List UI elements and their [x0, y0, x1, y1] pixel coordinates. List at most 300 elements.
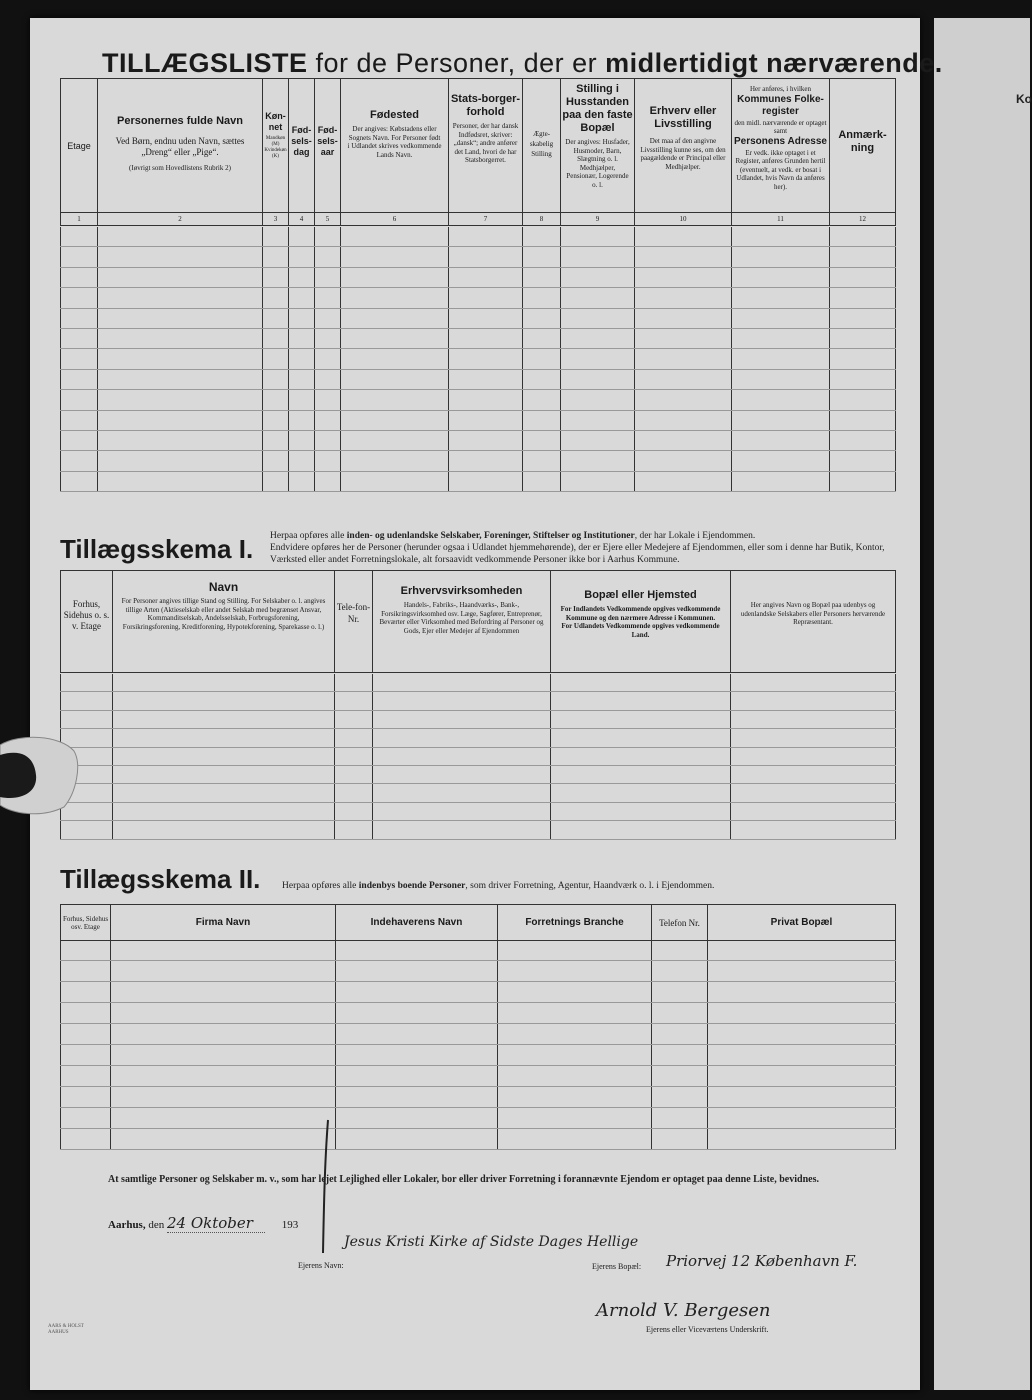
table-cell[interactable] — [336, 940, 498, 961]
table-cell[interactable] — [551, 692, 731, 710]
column-number: 2 — [98, 213, 263, 226]
table-cell[interactable] — [61, 710, 113, 728]
skema1-title: Tillægsskema I. — [60, 534, 254, 564]
table-cell[interactable] — [98, 308, 263, 328]
column-number: 7 — [449, 213, 523, 226]
table-cell[interactable] — [341, 247, 449, 267]
table-cell[interactable] — [498, 940, 652, 961]
table-cell[interactable] — [635, 410, 732, 430]
table-cell[interactable] — [561, 349, 635, 369]
table-cell[interactable] — [341, 451, 449, 471]
table-cell[interactable] — [449, 288, 523, 308]
attestation-statement: At samtlige Personer og Selskaber m. v., som har lejet Lejlighed eller Lokaler, bor eller driver Forretning i forannævnte Ejendom er optaget paa denne Liste, bevidnes. — [108, 1174, 819, 1185]
table-cell[interactable] — [341, 369, 449, 389]
skema2-col-firma: Firma Navn — [111, 905, 336, 941]
table-cell[interactable] — [708, 1087, 896, 1108]
table-cell[interactable] — [498, 1003, 652, 1024]
table-cell[interactable] — [61, 390, 98, 410]
table-cell[interactable] — [449, 328, 523, 348]
table-cell[interactable] — [61, 1024, 111, 1045]
table-cell[interactable] — [731, 674, 896, 692]
column-number: 8 — [523, 213, 561, 226]
table-cell[interactable] — [732, 471, 830, 491]
table-cell[interactable] — [341, 349, 449, 369]
table-cell[interactable] — [652, 1108, 708, 1129]
table-cell[interactable] — [335, 747, 373, 765]
table-cell[interactable] — [341, 390, 449, 410]
table-cell[interactable] — [551, 729, 731, 747]
table-cell[interactable] — [523, 247, 561, 267]
table-cell[interactable] — [373, 710, 551, 728]
table-cell[interactable] — [289, 227, 315, 247]
table-cell[interactable] — [335, 692, 373, 710]
table-cell[interactable] — [449, 410, 523, 430]
table-cell[interactable] — [449, 227, 523, 247]
table-cell[interactable] — [289, 430, 315, 450]
table-cell[interactable] — [551, 674, 731, 692]
table-cell[interactable] — [341, 288, 449, 308]
table-cell[interactable] — [635, 451, 732, 471]
table-cell[interactable] — [731, 692, 896, 710]
table-cell[interactable] — [732, 247, 830, 267]
table-cell[interactable] — [61, 410, 98, 430]
table-cell[interactable] — [113, 692, 335, 710]
table-cell[interactable] — [336, 1003, 498, 1024]
table-row — [61, 349, 896, 369]
table-cell[interactable] — [98, 227, 263, 247]
table-cell[interactable] — [635, 349, 732, 369]
table-cell[interactable] — [551, 765, 731, 783]
table-cell[interactable] — [652, 1087, 708, 1108]
table-cell[interactable] — [498, 961, 652, 982]
table-cell[interactable] — [830, 267, 896, 287]
table-cell[interactable] — [315, 390, 341, 410]
table-cell[interactable] — [561, 410, 635, 430]
skema2-body — [60, 940, 895, 1150]
table-cell[interactable] — [561, 451, 635, 471]
table-cell[interactable] — [98, 247, 263, 267]
table-cell[interactable] — [61, 692, 113, 710]
table-cell[interactable] — [561, 288, 635, 308]
table-cell[interactable] — [561, 390, 635, 410]
table-cell[interactable] — [263, 267, 289, 287]
table-cell[interactable] — [373, 802, 551, 820]
table-cell[interactable] — [341, 267, 449, 287]
table-cell[interactable] — [111, 1087, 336, 1108]
table-cell[interactable] — [635, 227, 732, 247]
table-cell[interactable] — [498, 1129, 652, 1150]
table-cell[interactable] — [61, 267, 98, 287]
table-cell[interactable] — [830, 308, 896, 328]
table-cell[interactable] — [61, 227, 98, 247]
table-cell[interactable] — [449, 308, 523, 328]
table-cell[interactable] — [315, 267, 341, 287]
table-cell[interactable] — [635, 247, 732, 267]
table-cell[interactable] — [315, 430, 341, 450]
table-cell[interactable] — [561, 430, 635, 450]
table-cell[interactable] — [635, 328, 732, 348]
table-cell[interactable] — [830, 451, 896, 471]
table-cell[interactable] — [731, 784, 896, 802]
skema2-col-indehaver: Indehaverens Navn — [336, 905, 498, 941]
table-row — [61, 471, 896, 491]
table-cell[interactable] — [61, 471, 98, 491]
table-cell[interactable] — [113, 765, 335, 783]
table-cell[interactable] — [373, 729, 551, 747]
table-cell[interactable] — [708, 1045, 896, 1066]
table-cell[interactable] — [315, 227, 341, 247]
table-cell[interactable] — [732, 410, 830, 430]
table-cell[interactable] — [652, 961, 708, 982]
table-cell[interactable] — [830, 410, 896, 430]
table-cell[interactable] — [289, 308, 315, 328]
table-cell[interactable] — [263, 451, 289, 471]
skema2-col-etage: Forhus, Sidehus osv. Etage — [61, 905, 111, 941]
table-cell[interactable] — [498, 982, 652, 1003]
table-cell[interactable] — [449, 471, 523, 491]
table-cell[interactable] — [263, 410, 289, 430]
table-cell[interactable] — [315, 369, 341, 389]
table-cell[interactable] — [113, 729, 335, 747]
table-row — [61, 982, 896, 1003]
table-cell[interactable] — [652, 1066, 708, 1087]
table-cell[interactable] — [652, 1129, 708, 1150]
table-cell[interactable] — [551, 821, 731, 839]
table-cell[interactable] — [449, 267, 523, 287]
table-cell[interactable] — [732, 430, 830, 450]
table-cell[interactable] — [561, 471, 635, 491]
table-cell[interactable] — [61, 1003, 111, 1024]
table-cell[interactable] — [111, 961, 336, 982]
table-cell[interactable] — [61, 328, 98, 348]
skema1-col-etage: Forhus, Sidehus o. s. v. Etage — [61, 571, 113, 673]
table-cell[interactable] — [523, 410, 561, 430]
main-table-body — [60, 227, 895, 492]
table-cell[interactable] — [263, 247, 289, 267]
table-cell[interactable] — [335, 784, 373, 802]
table-cell[interactable] — [551, 710, 731, 728]
table-cell[interactable] — [263, 328, 289, 348]
table-cell[interactable] — [61, 1108, 111, 1129]
table-cell[interactable] — [336, 1024, 498, 1045]
table-cell[interactable] — [289, 288, 315, 308]
table-cell[interactable] — [341, 430, 449, 450]
table-cell[interactable] — [652, 982, 708, 1003]
thumb-shape — [0, 735, 80, 815]
table-cell[interactable] — [111, 1108, 336, 1129]
table-cell[interactable] — [289, 328, 315, 348]
table-cell[interactable] — [61, 369, 98, 389]
table-cell[interactable] — [315, 471, 341, 491]
table-cell[interactable] — [315, 451, 341, 471]
table-cell[interactable] — [336, 961, 498, 982]
table-cell[interactable] — [373, 821, 551, 839]
table-cell[interactable] — [98, 430, 263, 450]
table-cell[interactable] — [315, 288, 341, 308]
table-cell[interactable] — [635, 390, 732, 410]
table-cell[interactable] — [61, 1087, 111, 1108]
table-cell[interactable] — [263, 390, 289, 410]
table-cell[interactable] — [561, 247, 635, 267]
table-cell[interactable] — [498, 1108, 652, 1129]
col-anmaerkning: Anmærk-ning — [830, 79, 896, 213]
table-cell[interactable] — [111, 1024, 336, 1045]
table-cell[interactable] — [830, 430, 896, 450]
table-cell[interactable] — [98, 369, 263, 389]
table-cell[interactable] — [61, 308, 98, 328]
table-cell[interactable] — [498, 1024, 652, 1045]
table-cell[interactable] — [61, 430, 98, 450]
table-cell[interactable] — [830, 227, 896, 247]
table-cell[interactable] — [731, 821, 896, 839]
table-cell[interactable] — [373, 674, 551, 692]
table-cell[interactable] — [315, 349, 341, 369]
main-table-rows — [60, 227, 896, 492]
table-cell[interactable] — [731, 710, 896, 728]
table-cell[interactable] — [732, 451, 830, 471]
table-cell[interactable] — [732, 267, 830, 287]
table-row — [61, 1024, 896, 1045]
table-cell[interactable] — [61, 982, 111, 1003]
skema2-rows — [60, 940, 896, 1150]
table-cell[interactable] — [732, 369, 830, 389]
table-cell[interactable] — [830, 471, 896, 491]
table-cell[interactable] — [61, 940, 111, 961]
table-cell[interactable] — [449, 247, 523, 267]
table-cell[interactable] — [98, 410, 263, 430]
table-cell[interactable] — [113, 802, 335, 820]
table-cell[interactable] — [708, 940, 896, 961]
table-cell[interactable] — [113, 821, 335, 839]
table-cell[interactable] — [732, 390, 830, 410]
table-row — [61, 410, 896, 430]
table-cell[interactable] — [523, 328, 561, 348]
table-cell[interactable] — [289, 451, 315, 471]
table-cell[interactable] — [449, 369, 523, 389]
table-cell[interactable] — [373, 747, 551, 765]
table-cell[interactable] — [111, 1129, 336, 1150]
table-cell[interactable] — [732, 328, 830, 348]
table-cell[interactable] — [113, 747, 335, 765]
table-cell[interactable] — [708, 1003, 896, 1024]
table-row — [61, 267, 896, 287]
table-cell[interactable] — [336, 1066, 498, 1087]
table-cell[interactable] — [61, 674, 113, 692]
table-cell[interactable] — [561, 328, 635, 348]
table-cell[interactable] — [61, 961, 111, 982]
table-cell[interactable] — [336, 1087, 498, 1108]
table-cell[interactable] — [289, 471, 315, 491]
table-cell[interactable] — [336, 1045, 498, 1066]
table-cell[interactable] — [523, 349, 561, 369]
table-cell[interactable] — [498, 1087, 652, 1108]
table-row — [61, 1087, 896, 1108]
table-cell[interactable] — [830, 328, 896, 348]
table-cell[interactable] — [449, 430, 523, 450]
table-cell[interactable] — [335, 802, 373, 820]
table-cell[interactable] — [731, 747, 896, 765]
table-cell[interactable] — [315, 410, 341, 430]
table-cell[interactable] — [98, 288, 263, 308]
table-cell[interactable] — [732, 308, 830, 328]
table-cell[interactable] — [289, 410, 315, 430]
table-cell[interactable] — [373, 765, 551, 783]
table-cell[interactable] — [289, 267, 315, 287]
table-cell[interactable] — [731, 765, 896, 783]
skema2-col-bopael: Privat Bopæl — [708, 905, 896, 941]
table-cell[interactable] — [111, 982, 336, 1003]
table-cell[interactable] — [263, 471, 289, 491]
table-cell[interactable] — [732, 349, 830, 369]
table-cell[interactable] — [652, 940, 708, 961]
table-cell[interactable] — [289, 349, 315, 369]
table-cell[interactable] — [708, 1024, 896, 1045]
date-handwritten: 24 Oktober — [167, 1214, 265, 1233]
table-cell[interactable] — [561, 227, 635, 247]
table-cell[interactable] — [335, 765, 373, 783]
table-cell[interactable] — [263, 227, 289, 247]
table-cell[interactable] — [61, 821, 113, 839]
table-cell[interactable] — [449, 451, 523, 471]
table-cell[interactable] — [111, 1003, 336, 1024]
table-cell[interactable] — [523, 390, 561, 410]
table-cell[interactable] — [61, 247, 98, 267]
table-cell[interactable] — [373, 692, 551, 710]
table-cell[interactable] — [98, 390, 263, 410]
table-cell[interactable] — [732, 288, 830, 308]
table-row — [61, 227, 896, 247]
table-cell[interactable] — [336, 982, 498, 1003]
table-cell[interactable] — [561, 267, 635, 287]
table-cell[interactable] — [449, 349, 523, 369]
table-cell[interactable] — [498, 1045, 652, 1066]
table-cell[interactable] — [652, 1003, 708, 1024]
table-cell[interactable] — [263, 369, 289, 389]
table-cell[interactable] — [551, 747, 731, 765]
table-cell[interactable] — [551, 802, 731, 820]
table-cell[interactable] — [336, 1108, 498, 1129]
table-cell[interactable] — [335, 821, 373, 839]
table-cell[interactable] — [449, 390, 523, 410]
table-cell[interactable] — [373, 784, 551, 802]
table-cell[interactable] — [336, 1129, 498, 1150]
table-cell[interactable] — [113, 784, 335, 802]
table-cell[interactable] — [498, 1066, 652, 1087]
table-cell[interactable] — [113, 710, 335, 728]
table-cell[interactable] — [315, 308, 341, 328]
table-cell[interactable] — [111, 940, 336, 961]
skema1-table — [60, 570, 896, 673]
table-cell[interactable] — [635, 369, 732, 389]
table-cell[interactable] — [523, 471, 561, 491]
skema2-note: Herpaa opføres alle indenbys boende Personer, som driver Forretning, Agentur, Haandværk o. l. i Ejendommen. — [282, 881, 715, 891]
table-cell[interactable] — [315, 328, 341, 348]
table-cell[interactable] — [635, 430, 732, 450]
table-cell[interactable] — [61, 1129, 111, 1150]
table-cell[interactable] — [652, 1045, 708, 1066]
col-fodselsdag: Fød-sels-dag — [289, 79, 315, 213]
table-cell[interactable] — [830, 247, 896, 267]
table-cell[interactable] — [635, 471, 732, 491]
table-cell[interactable] — [341, 410, 449, 430]
table-cell[interactable] — [708, 961, 896, 982]
table-row — [61, 369, 896, 389]
table-cell[interactable] — [635, 267, 732, 287]
table-cell[interactable] — [731, 729, 896, 747]
table-cell[interactable] — [98, 471, 263, 491]
table-cell[interactable] — [523, 369, 561, 389]
table-cell[interactable] — [551, 784, 731, 802]
title-bold: midlertidigt nærværende. — [605, 48, 943, 78]
table-cell[interactable] — [523, 288, 561, 308]
table-cell[interactable] — [341, 328, 449, 348]
table-cell[interactable] — [98, 349, 263, 369]
table-cell[interactable] — [708, 1108, 896, 1129]
table-cell[interactable] — [523, 430, 561, 450]
table-cell[interactable] — [341, 471, 449, 491]
table-cell[interactable] — [289, 390, 315, 410]
table-cell[interactable] — [523, 308, 561, 328]
table-cell[interactable] — [830, 349, 896, 369]
table-cell[interactable] — [830, 390, 896, 410]
table-cell[interactable] — [98, 451, 263, 471]
table-cell[interactable] — [61, 349, 98, 369]
owner-name-label: Ejerens Navn: — [298, 1261, 344, 1270]
table-cell[interactable] — [335, 710, 373, 728]
table-cell[interactable] — [523, 451, 561, 471]
table-cell[interactable] — [61, 451, 98, 471]
table-cell[interactable] — [523, 227, 561, 247]
table-cell[interactable] — [561, 369, 635, 389]
table-cell[interactable] — [830, 369, 896, 389]
table-cell[interactable] — [731, 802, 896, 820]
table-cell[interactable] — [335, 674, 373, 692]
table-cell[interactable] — [523, 267, 561, 287]
table-cell[interactable] — [315, 247, 341, 267]
table-cell[interactable] — [111, 1066, 336, 1087]
table-cell[interactable] — [830, 288, 896, 308]
table-cell[interactable] — [708, 982, 896, 1003]
table-row — [61, 692, 896, 710]
table-cell[interactable] — [263, 308, 289, 328]
table-cell[interactable] — [635, 288, 732, 308]
table-cell[interactable] — [263, 430, 289, 450]
table-cell[interactable] — [708, 1066, 896, 1087]
table-cell[interactable] — [341, 227, 449, 247]
table-cell[interactable] — [98, 267, 263, 287]
table-cell[interactable] — [652, 1024, 708, 1045]
table-cell[interactable] — [111, 1045, 336, 1066]
skema1-col-repr: Her angives Navn og Bopæl paa udenbys og udenlandske Selskabers eller Personers herværende Repræsentant. — [731, 571, 896, 673]
table-row — [61, 674, 896, 692]
table-cell[interactable] — [263, 349, 289, 369]
table-cell[interactable] — [61, 288, 98, 308]
table-cell[interactable] — [289, 247, 315, 267]
table-cell[interactable] — [635, 308, 732, 328]
table-cell[interactable] — [732, 227, 830, 247]
table-cell[interactable] — [98, 328, 263, 348]
table-cell[interactable] — [561, 308, 635, 328]
table-cell[interactable] — [289, 369, 315, 389]
table-cell[interactable] — [263, 288, 289, 308]
column-number: 12 — [830, 213, 896, 226]
table-cell[interactable] — [341, 308, 449, 328]
table-cell[interactable] — [61, 1066, 111, 1087]
table-cell[interactable] — [113, 674, 335, 692]
table-cell[interactable] — [708, 1129, 896, 1150]
table-cell[interactable] — [335, 729, 373, 747]
table-cell[interactable] — [61, 1045, 111, 1066]
